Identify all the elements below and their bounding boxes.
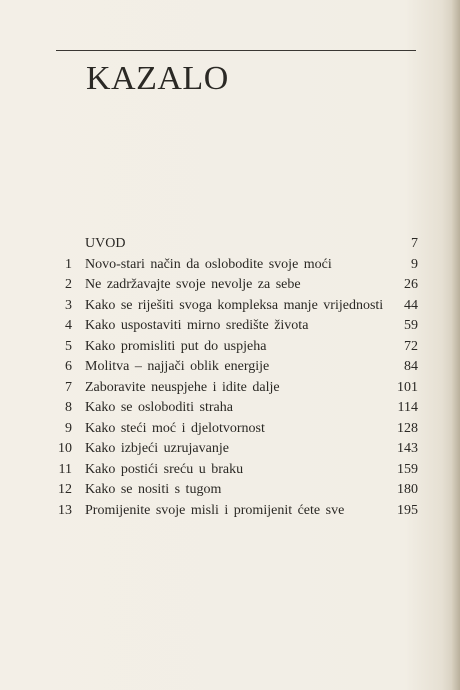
toc-row (50, 255, 418, 276)
toc-row (50, 398, 418, 419)
toc-row (50, 316, 418, 337)
toc-page-number: 195 (397, 502, 418, 518)
toc-row (50, 378, 418, 399)
toc-chapter-number: 8 (65, 400, 72, 415)
toc-chapter-number: 9 (65, 420, 72, 436)
toc-page-number: 128 (397, 420, 418, 436)
top-rule (56, 50, 416, 51)
toc-row (50, 501, 418, 522)
toc-page-number: 159 (397, 461, 418, 477)
toc-page-number: 44 (404, 297, 418, 313)
table-of-contents (50, 234, 418, 521)
toc-label: Kako se nositi s tugom (85, 482, 222, 497)
toc-page-number: 143 (397, 441, 418, 456)
toc-page-number: 84 (404, 359, 418, 374)
toc-chapter-number: 4 (65, 318, 72, 333)
toc-label: Kako izbjeći uzrujavanje (85, 441, 229, 456)
toc-label: Kako se riješiti svoga kompleksa manje vrijednosti (85, 297, 384, 313)
toc-label: Kako se osloboditi straha (85, 400, 233, 415)
toc-page-number: 26 (404, 277, 418, 292)
toc-chapter-number: 10 (58, 441, 72, 456)
toc-label: UVOD (85, 236, 126, 251)
toc-page-number: 7 (411, 236, 418, 251)
toc-label: Novo-stari način da oslobodite svoje moći (85, 256, 332, 272)
toc-label: Zaboravite neuspjehe i idite dalje (85, 379, 280, 395)
toc-row (50, 337, 418, 358)
toc-row (50, 296, 418, 317)
toc-label: Promijenite svoje misli i promijenit ćete sve (85, 502, 345, 518)
toc-label: Kako steći moć i djelotvornost (85, 420, 265, 436)
toc-page-number: 180 (397, 482, 418, 497)
toc-row (50, 439, 418, 460)
toc-label: Molitva – najjači oblik energije (85, 359, 270, 374)
toc-row (50, 460, 418, 481)
toc-row (50, 419, 418, 440)
toc-chapter-number: 7 (65, 379, 72, 395)
toc-chapter-number: 3 (65, 297, 72, 313)
page-title: KAZALO (86, 60, 229, 97)
toc-chapter-number: 2 (65, 277, 72, 292)
toc-chapter-number: 6 (65, 359, 72, 374)
toc-label: Kako uspostaviti mirno središte života (85, 318, 309, 333)
toc-chapter-number: 11 (58, 461, 72, 477)
toc-label: Kako promisliti put do uspjeha (85, 338, 267, 354)
toc-page-number: 114 (397, 400, 418, 415)
toc-chapter-number: 12 (58, 482, 72, 497)
toc-page-number: 101 (397, 379, 418, 395)
toc-chapter-number: 5 (65, 338, 72, 354)
toc-row (50, 357, 418, 378)
toc-label: Ne zadržavajte svoje nevolje za sebe (85, 277, 301, 292)
toc-chapter-number: 13 (58, 502, 72, 518)
toc-page-number: 9 (411, 256, 418, 272)
toc-row-intro (50, 234, 418, 255)
toc-page-number: 72 (404, 338, 418, 354)
page-edge (452, 0, 460, 690)
toc-row (50, 275, 418, 296)
toc-row (50, 480, 418, 501)
toc-label: Kako postići sreću u braku (85, 461, 244, 477)
toc-page-number: 59 (404, 318, 418, 333)
toc-chapter-number: 1 (65, 256, 72, 272)
